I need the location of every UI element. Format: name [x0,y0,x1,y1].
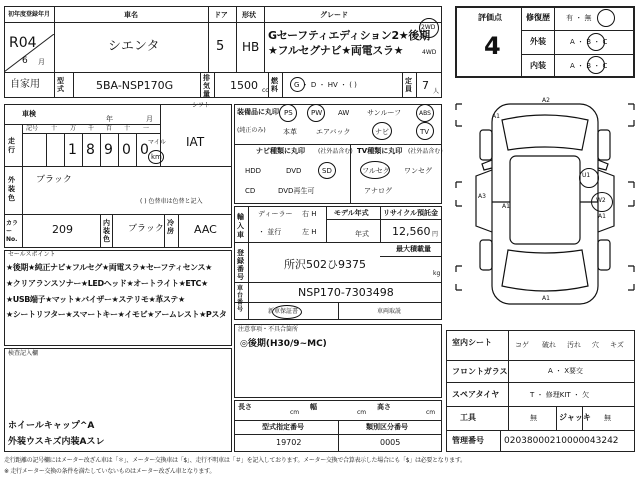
max-load-unit: kg [433,270,441,277]
interior-label: 内装 [530,61,546,70]
exterior-b-circle [587,33,605,51]
registration-label: 登録番号 [237,249,244,281]
notes-label: 注意事項・不具合箇所 [238,326,299,333]
repair-none-circle [597,9,615,27]
seat-item-2: 汚れ [567,341,581,349]
nav-sd: SD [322,167,332,175]
footer-line2: ※ 走行メーター交換の条件を満たしていないものはメーター改ざん車となります。 [4,468,216,475]
digit-header-3: 千 [88,125,95,132]
nav-cd: CD [245,187,256,195]
displacement-value: 1500 [230,79,258,92]
category-no-value: 0005 [380,438,401,447]
height-unit: cm [426,409,436,416]
repair-value: 有 ・ 無 [566,14,592,22]
grade-line2: ★フルセグナビ★両電スラ★ [268,44,404,57]
color-no-value: 209 [52,223,73,236]
tools-label: 工具 [460,413,476,422]
seat-item-4: キズ [610,341,624,349]
diagram-label-u1: U1 [582,172,591,179]
footer-line1: 走行距離の記号欄にはメーター改ざん車は「＊」、メーター交換車は「$」、走行不明車は「＃」を記入しております。メーター交換で合算表示した場合にも「$」は必要となります。 [4,457,466,464]
interior-b-circle [587,56,605,74]
score-value: 4 [484,32,501,60]
first-reg-value: R04 [9,35,37,51]
equip-pw: PW [311,109,323,117]
length-unit: cm [290,409,300,416]
notes-block [234,324,442,398]
drive-4wd: 4WD [422,49,437,56]
inspector-line2: 外装ウスキズ内装Aスレ [8,437,105,447]
digit-header-1: 十 [51,125,58,132]
grade-line1: Gセーフティエディション2★後期 [268,29,430,42]
model-year-label: モデル年式 [334,209,369,217]
import-left: 左 H [302,228,317,236]
equip-abs: ABS [419,110,431,117]
grade-label: グレード [320,11,348,19]
tv-analog: アナログ [364,187,392,195]
color-no-label: カラーNo. [6,220,19,243]
type-no-label: 型式指定番号 [262,423,304,431]
vehicle-manual: 車両取説 [377,308,402,315]
interior-value: A ・ B ・ C [570,62,608,70]
spare-tire-label: スペアタイヤ [452,390,500,399]
diagram-label-a3: A3 [478,193,486,200]
diagram-label-a1-left: A1 [502,203,510,210]
exterior-value: A ・ B ・ C [570,38,608,46]
mile-unit: マイル [148,139,166,146]
damage-circle-1 [579,168,599,188]
tv-header-sub: (社外品含む) [408,148,443,155]
interior-color-value: ブラック [128,224,164,234]
diagram-label-a1-br: A1 [598,213,606,220]
nav-dvd: DVD [286,167,302,175]
notes-value: ◎後期(H30/9~MC) [240,339,327,349]
mileage-digit-6: 0 [140,142,149,158]
shift-value: IAT [186,135,205,149]
recycle-label: リサイクル預託金 [383,209,439,217]
tv-header: TV種類に丸印 [357,147,403,155]
category-no-label: 類別区分番号 [366,423,408,431]
registration-value: 所沢502ひ9375 [284,258,366,271]
first-reg-month: 6 [22,56,28,66]
ac-label: 冷房 [167,219,174,235]
displacement-unit: cc [262,87,269,94]
car-name-label: 車名 [124,11,138,19]
mileage-label: 走行 [8,137,15,154]
nav-header-sub: (社外品含む) [318,148,353,155]
new-car-warranty: 新車保証書 [268,308,299,315]
mileage-digit-4: 9 [104,142,113,158]
mileage-digit-5: 0 [122,142,131,158]
digit-header-4: 百 [106,125,113,132]
fuel-value: G ・ D ・ HV ・ ( ) [294,81,357,89]
car-damage-diagram [452,90,638,320]
sales-line-3: ★USB端子★マット★バイザー★ステリモ★革ステ★ [6,295,185,304]
inspector-line1: ホイールキャップ^A [8,421,95,431]
equip-navi: ナビ [375,128,389,136]
shift-label: シフト [192,102,211,109]
equip-aw: AW [338,109,350,117]
equipment-sub-label: (純正のみ) [237,127,266,134]
tv-oneseg: ワンセグ [404,167,432,175]
diagram-label-a2: A2 [542,97,550,104]
chassis-label: 車台番号 [237,285,244,313]
drive-2wd: 2WD [421,24,436,31]
capacity-label: 定員 [405,77,412,93]
inspection-year: 年 [106,115,113,123]
equip-ps: PS [284,109,293,117]
width-label: 幅 [310,403,317,411]
displacement-label: 排気量 [203,74,210,98]
length-label: 長さ [238,403,252,411]
door-label: ドア [214,11,228,19]
tools-value: 無 [530,414,537,422]
capacity-unit: 人 [433,88,440,95]
sales-points-label: セールスポイント [8,251,56,258]
repair-label: 修復歴 [526,13,550,22]
car-name-value: シエンタ [108,39,160,54]
inspection-label: 車検 [22,110,36,118]
damage-circle-2 [591,192,613,212]
front-glass-label: フロントガラス [452,367,508,376]
jack-label: ジャッキ [559,413,591,422]
seat-item-0: コゲ [515,341,529,349]
first-reg-label: 初年度登録年月 [8,11,51,18]
seat-item-3: 穴 [592,341,599,349]
interior-color-label: 内装色 [103,219,110,243]
type-no-value: 19702 [276,438,302,447]
import-label: 輸入車 [237,213,244,239]
spare-tire-value: T ・ 修理KIT ・ 欠 [530,391,590,399]
nav-dvd-play: DVD再生可 [278,187,315,195]
door-value: 5 [216,39,225,54]
height-label: 高さ [377,403,391,411]
width-unit: cm [357,409,367,416]
inspector-label: 検査記入欄 [8,350,39,357]
color-label: 外装色 [8,176,15,202]
mileage-digit-2: 1 [68,142,77,158]
model-label: 型式 [57,77,64,93]
digit-header-0: 記号 [26,125,39,132]
equipment-label: 装備品に丸印 [237,108,279,116]
mileage-digit-3: 8 [86,142,95,158]
recycle-value: 12,560 [392,225,431,238]
inspection-month: 月 [146,115,153,123]
equip-leather: 本革 [283,128,297,136]
chassis-value: NSP170-7303498 [298,286,394,299]
seat-item-1: 破れ [542,341,556,349]
seat-label: 室内シート [452,338,492,347]
front-glass-value: A ・ X要交 [548,367,584,375]
shape-value: HB [242,40,260,54]
diagram-label-a1-top: A1 [492,113,500,120]
nav-hdd: HDD [245,167,262,175]
digit-header-2: 万 [70,125,77,132]
equip-airbag: エアバック [316,128,351,136]
digit-header-6: 一 [143,125,150,132]
tv-fullseg: フルセグ [362,167,390,175]
sales-line-1: ★後期★純正ナビ★フルセグ★両電スラ★セーフティセンス★ [6,263,212,272]
model-year-value: 年式 [355,230,369,238]
km-unit: km [151,153,162,161]
usage-value: 自家用 [10,79,40,90]
manage-value: 02038000210000043242 [504,436,619,446]
jack-value: 無 [604,414,611,422]
ac-value: AAC [194,223,217,236]
diagram-label-w2: W2 [596,197,606,204]
first-reg-month-unit: 月 [38,58,45,66]
color-value: ブラック [36,175,72,185]
import-dealer: ディーラー [258,210,293,218]
score-label: 評価点 [478,13,502,22]
fuel-label: 燃料 [271,77,278,93]
sales-line-2: ★クリアランスソナー★LEDヘッド★オートライト★ETC★ [6,279,208,288]
max-load-label: 最大積載量 [396,245,431,253]
import-parallel: ・ 並行 [258,228,282,236]
manage-label: 管理番号 [452,436,484,445]
model-value: 5BA-NSP170G [96,79,174,92]
equip-tv: TV [420,128,430,136]
recycle-unit: 円 [432,231,439,238]
shape-label: 形状 [242,11,256,19]
import-right: 右 H [302,210,317,218]
diagram-label-a1-bottom: A1 [542,295,550,302]
sales-line-4: ★シートリフター★スマートキー★イモビ★アームレスト★Pスタ [6,310,227,319]
capacity-value: 7 [422,79,429,92]
color-note: ( ) 色替車は色替と記入 [140,198,203,205]
nav-header: ナビ種類に丸印 [256,147,305,155]
exterior-label: 外装 [530,37,546,46]
digit-header-5: 十 [124,125,131,132]
equip-sunroof: サンルーフ [367,109,402,117]
